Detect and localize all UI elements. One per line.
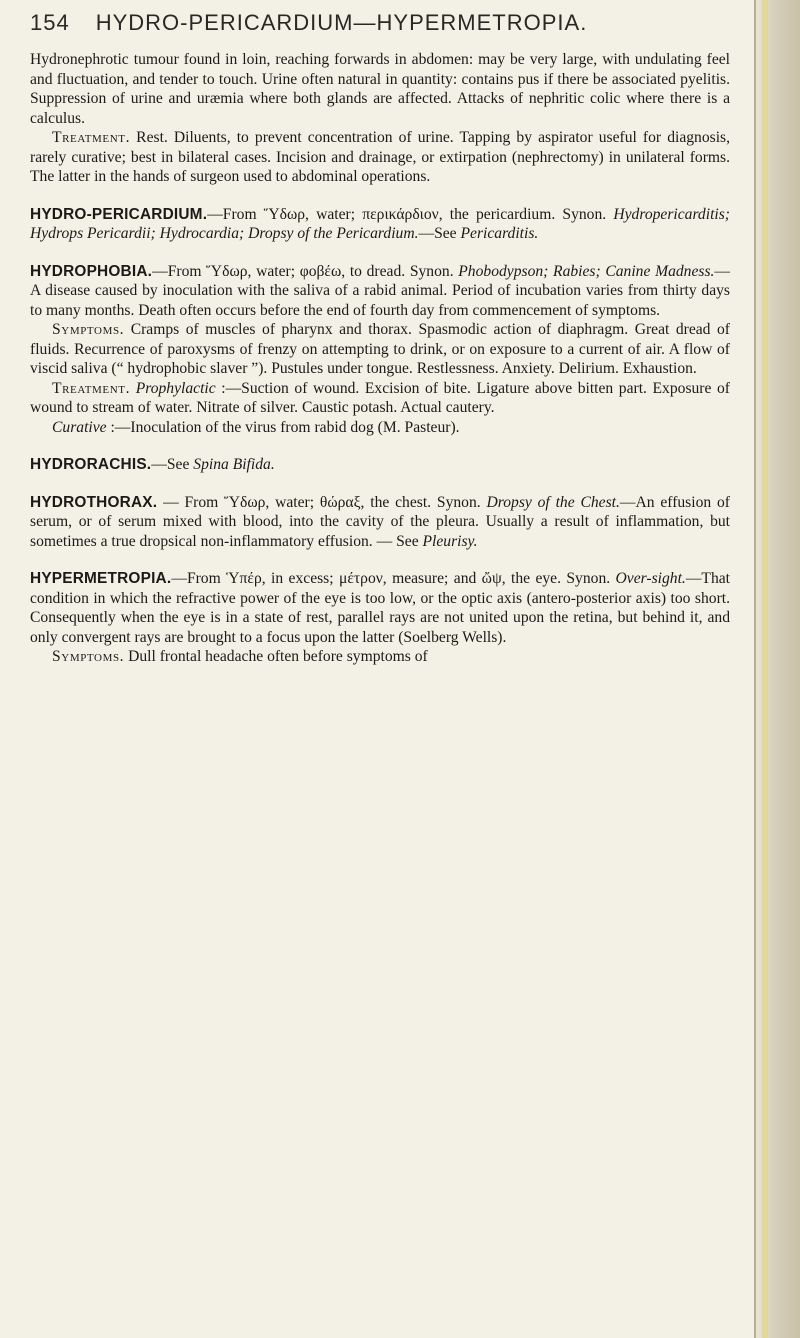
entry-hydrothorax: HYDROTHORAX. — From Ὕδωρ, water; θώραξ, the chest. Synon. Dropsy of the Chest.—An effusion of serum, or of serum mixed with blood, into the cavity of the pleura. Usually a result of inflammation, but sometimes a true dropsical non-inflammatory effusion. — See Pleurisy. bbox=[30, 493, 730, 550]
hydrophobia-curative: Curative :—Inoculation of the virus from rabid dog (M. Pasteur). bbox=[52, 418, 460, 436]
symptoms-label: Symptoms. bbox=[52, 321, 125, 338]
symptoms-label: Symptoms. bbox=[52, 648, 125, 665]
treatment-label: Treatment. bbox=[52, 379, 131, 397]
synonyms: Dropsy of the Chest. bbox=[486, 493, 620, 511]
book-page-edge bbox=[754, 0, 800, 1338]
headword: HYDROPHOBIA. bbox=[30, 262, 153, 280]
headword: HYDROTHORAX. bbox=[30, 493, 158, 511]
prophylactic-label: Prophylactic bbox=[135, 379, 216, 397]
synonyms: Over-sight. bbox=[615, 570, 686, 587]
synonyms: Hydropericarditis; Hydrops Pericardii; Hydrocardia; Dropsy of the Pericardium. bbox=[30, 205, 730, 242]
entry-hydrorachis: HYDRORACHIS.—See Spina Bifida. bbox=[30, 456, 275, 473]
running-title: HYDRO-PERICARDIUM—HYPERMETROPIA. bbox=[95, 10, 588, 35]
entry-hydrophobia: HYDROPHOBIA.—From Ὕδωρ, water; φοβέω, to dread. Synon. Phobodypson; Rabies; Canine Madness.—A disease caused by inoculation with the saliva of a rabid animal. Period of incubation varies from thirty days to many months. Death often occurs before the end of fourth day from commencement of symptoms. bbox=[30, 262, 731, 319]
cross-reference: Pleurisy. bbox=[422, 532, 478, 550]
headword: HYDRO-PERICARDIUM. bbox=[30, 205, 208, 223]
running-header bbox=[30, 10, 730, 36]
gilt-edge bbox=[762, 0, 768, 1338]
synonyms: Phobodypson; Rabies; Canine Madness. bbox=[458, 262, 715, 280]
hydronephrosis-continuation: Hydronephrotic tumour found in loin, reaching forwards in abdomen: may be very large, with undulating feel and fluctuation, and tender to touch. Urine often natural in quantity: contains pus if there be associated pyelitis. Suppression of urine and uræmia where both glands are affected. Attacks of nephritic colic where there is a calculus. bbox=[30, 51, 730, 127]
hydrophobia-treatment: Treatment. Prophylactic :—Suction of wound. Excision of bite. Ligature above bitten part. Exposure of wound to stream of water. Nitrate of silver. Caustic potash. Actual cautery. bbox=[30, 379, 730, 416]
headword: HYPERMETROPIA. bbox=[30, 570, 172, 587]
page-number: 154 bbox=[30, 10, 70, 35]
hydrophobia-symptoms: Symptoms. Cramps of muscles of pharynx and thorax. Spasmodic action of diaphragm. Great dread of fluids. Recurrence of paroxysms of frenzy on attempting to drink, or on exposure to a current of air. A flow of viscid saliva (“ hydrophobic slaver ”). Pustules under tongue. Restlessness. Anxiety. Delirium. Exhaustion. bbox=[30, 321, 730, 377]
entry-hypermetropia: HYPERMETROPIA.—From Ὑπέρ, in excess; μέτρον, measure; and ὤψ, the eye. Synon. Over-sight.—That condition in which the refractive power of the eye is too low, or the optic axis (antero-posterior axis) too short. Consequently when the eye is in a state of rest, parallel rays are not united upon the retina, but behind it, and only convergent rays are brought to a focus upon the latter (Soelberg Wells). bbox=[30, 570, 730, 646]
hypermetropia-symptoms: Symptoms. Dull frontal headache often before symptoms of bbox=[52, 648, 428, 665]
curative-label: Curative bbox=[52, 418, 107, 436]
hydronephrosis-treatment: Treatment. Rest. Diluents, to prevent concentration of urine. Tapping by aspirator useful for diagnosis, rarely curative; best in bilateral cases. Incision and drainage, or extirpation (nephrectomy) in unilateral forms. The latter in the hands of surgeon used to abdominal operations. bbox=[30, 129, 730, 185]
cross-reference: Spina Bifida. bbox=[193, 456, 275, 473]
cross-reference: Pericarditis. bbox=[460, 225, 539, 242]
entry-hydro-pericardium: HYDRO-PERICARDIUM.—From Ὕδωρ, water; περικάρδιον, the pericardium. Synon. Hydropericarditis; Hydrops Pericardii; Hydrocardia; Dropsy of the Pericardium.—See Pericarditis. bbox=[30, 205, 730, 242]
treatment-label: Treatment. bbox=[52, 129, 131, 146]
headword: HYDRORACHIS. bbox=[30, 456, 152, 473]
